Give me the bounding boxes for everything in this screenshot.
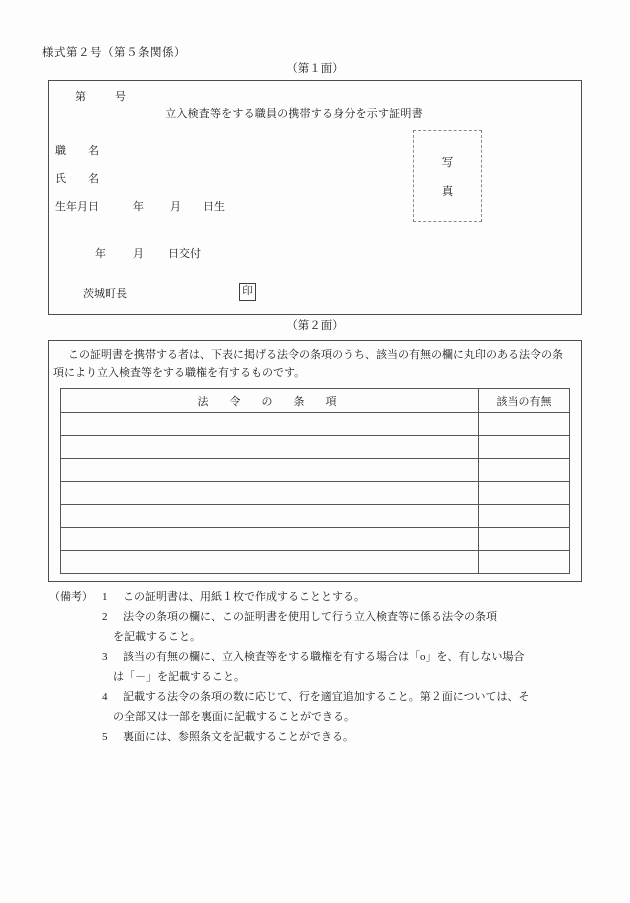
note-item-5 <box>49 727 601 747</box>
note-line: この証明書は、用紙１枚で作成することとする。 <box>123 591 365 603</box>
applicability-cell <box>479 436 570 459</box>
law-clause-cell <box>61 528 479 551</box>
note-line: 該当の有無の欄に、立入検査等をする職権を有する場合は「o」を、有しない場合 <box>123 651 525 663</box>
birth-day-label: 日生 <box>203 201 225 213</box>
photo-placeholder-box <box>413 130 482 222</box>
issue-year-label: 年 <box>95 248 106 260</box>
mayor-label: 茨城町長 <box>83 288 127 300</box>
birthdate-row <box>55 198 225 214</box>
note-number: 1 <box>102 591 108 603</box>
applicability-header: 該当の有無 <box>479 389 570 413</box>
law-clause-table <box>60 388 570 574</box>
applicability-cell <box>479 528 570 551</box>
birthdate-label: 生年月日 <box>55 201 99 213</box>
notes-section <box>49 587 601 747</box>
table-row <box>61 551 570 574</box>
form-number-label: 様式第２号（第５条関係） <box>42 47 186 59</box>
note-item-4 <box>49 687 601 727</box>
law-clause-cell <box>61 482 479 505</box>
note-line: 法令の条項の欄に、この証明書を使用して行う立入検査等に係る法令の条項 <box>123 611 497 623</box>
table-row <box>61 482 570 505</box>
cert-no-suffix: 号 <box>115 91 126 103</box>
issue-date-row <box>95 245 201 261</box>
face-1-label: （第１面） <box>286 63 344 75</box>
note-line: 裏面には、参照条文を記載することができる。 <box>123 731 354 743</box>
note-item-3 <box>49 647 601 687</box>
note-number: 3 <box>102 651 108 663</box>
note-number: 5 <box>102 731 108 743</box>
law-clause-cell <box>61 413 479 436</box>
birth-year-label: 年 <box>133 201 144 213</box>
table-row <box>61 413 570 436</box>
table-row <box>61 459 570 482</box>
seal-character: 印 <box>242 286 253 297</box>
applicability-cell <box>479 482 570 505</box>
law-clause-cell <box>61 436 479 459</box>
note-item-1 <box>49 587 601 607</box>
table-row <box>61 528 570 551</box>
issue-month-label: 月 <box>133 248 144 260</box>
certificate-front-box <box>48 80 582 315</box>
note-number: 4 <box>102 691 108 703</box>
seal-box <box>239 283 256 301</box>
note-line: 記載する法令の条項の数に応じて、行を適宜追加すること。第２面については、そ <box>123 691 530 703</box>
applicability-cell <box>479 459 570 482</box>
notes-label: （備考） <box>49 591 93 603</box>
table-row <box>61 505 570 528</box>
law-clause-cell <box>61 459 479 482</box>
job-title-label: 職 名 <box>55 145 99 157</box>
law-clause-cell <box>61 505 479 528</box>
photo-char-2: 真 <box>441 185 454 198</box>
name-label: 氏 名 <box>55 173 99 185</box>
note-line: を記載すること。 <box>113 631 201 643</box>
applicability-cell <box>479 505 570 528</box>
applicability-cell <box>479 413 570 436</box>
note-item-2 <box>49 607 601 647</box>
cert-no-prefix: 第 <box>75 91 86 103</box>
certificate-title: 立入検査等をする職員の携帯する身分を示す証明書 <box>165 108 423 120</box>
birth-month-label: 月 <box>170 201 181 213</box>
applicability-cell <box>479 551 570 574</box>
note-line: は「－」を記載すること。 <box>113 671 245 683</box>
face-2-label: （第２面） <box>286 320 344 332</box>
table-row <box>61 436 570 459</box>
note-line: の全部又は一部を裏面に記載することができる。 <box>113 711 355 723</box>
certificate-number-line <box>75 88 126 104</box>
issue-day-label: 日交付 <box>168 248 201 260</box>
law-clause-cell <box>61 551 479 574</box>
note-number: 2 <box>102 611 108 623</box>
table-header-row <box>61 389 570 413</box>
photo-char-1: 写 <box>441 156 454 169</box>
law-clause-header: 法 令 の 条 項 <box>61 389 479 413</box>
intro-paragraph: この証明書を携帯する者は、下表に掲げる法令の条項のうち、該当の有無の欄に丸印のある法令の条項により立入検査等をする職権を有するものです。 <box>53 349 563 379</box>
law-clause-box <box>48 340 582 582</box>
